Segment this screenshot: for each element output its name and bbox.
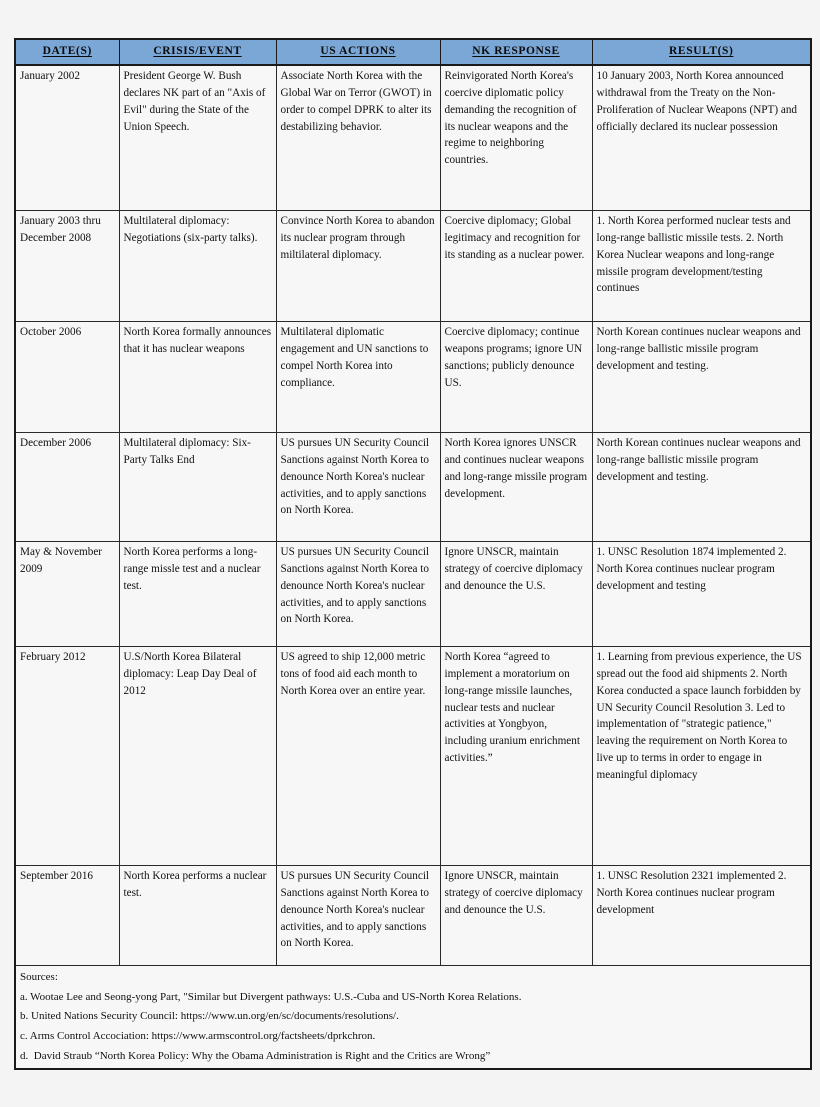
table-row	[15, 647, 811, 866]
cell-results: 1. UNSC Resolution 2321 implemented 2. North Korea continues nuclear program development	[592, 866, 811, 966]
source-item-c: c. Arms Control Accociation: https://www.armscontrol.org/factsheets/dprkchron.	[20, 1029, 376, 1042]
table-header	[15, 39, 811, 65]
cell-date: January 2002	[15, 65, 119, 211]
cell-results: North Korean continues nuclear weapons and long-range ballistic missile program development and testing.	[592, 433, 811, 542]
source-item-b: b. United Nations Security Council: https://www.un.org/en/sc/documents/resolutions/.	[20, 1010, 399, 1023]
column-header-nk-response: NK RESPONSE	[440, 39, 592, 65]
cell-results: 10 January 2003, North Korea announced withdrawal from the Treaty on the Non-Proliferation of Nuclear Weapons (NPT) and officially declared its nuclear possession	[592, 65, 811, 211]
cell-crisis: President George W. Bush declares NK part of an "Axis of Evil" during the State of the Union Speech.	[119, 65, 276, 211]
cell-crisis: North Korea performs a nuclear test.	[119, 866, 276, 966]
column-header-crisis-event: CRISIS/EVENT	[119, 39, 276, 65]
cell-us-actions: Convince North Korea to abandon its nuclear program through miltilateral diplomacy.	[276, 211, 440, 322]
cell-date: January 2003 thru December 2008	[15, 211, 119, 322]
column-header-dates: DATE(S)	[15, 39, 119, 65]
source-item-a: a. Wootae Lee and Seong-yong Part, "Similar but Divergent pathways: U.S.-Cuba and US-North Korea Relations.	[20, 990, 522, 1003]
cell-results: 1. North Korea performed nuclear tests and long-range ballistic missile tests. 2. North Korea Nuclear weapons and long-range missile program development/testing continues	[592, 211, 811, 322]
cell-nk-response: Ignore UNSCR, maintain strategy of coercive diplomacy and denounce the U.S.	[440, 542, 592, 647]
cell-us-actions: US pursues UN Security Council Sanctions against North Korea to denounce North Korea's nuclear activities, and to apply sanctions on North Korea.	[276, 866, 440, 966]
cell-date: May & November 2009	[15, 542, 119, 647]
cell-date: February 2012	[15, 647, 119, 866]
source-item-d: d. David Straub “North Korea Policy: Why the Obama Administration is Right and the Critics are Wrong”	[20, 1049, 491, 1062]
header-row	[15, 39, 811, 65]
table-row	[15, 211, 811, 322]
column-header-results: RESULT(S)	[592, 39, 811, 65]
cell-date: October 2006	[15, 322, 119, 433]
cell-results: 1. UNSC Resolution 1874 implemented 2. North Korea continues nuclear program development and testing	[592, 542, 811, 647]
cell-nk-response: Reinvigorated North Korea's coercive diplomatic policy demanding the recognition of its nuclear weapons and the regime to neighboring countries.	[440, 65, 592, 211]
column-header-us-actions: US ACTIONS	[276, 39, 440, 65]
cell-date: December 2006	[15, 433, 119, 542]
sources-cell	[15, 966, 811, 1069]
cell-us-actions: US agreed to ship 12,000 metric tons of food aid each month to North Korea over an entire year.	[276, 647, 440, 866]
table-row	[15, 433, 811, 542]
cell-us-actions: US pursues UN Security Council Sanctions against North Korea to denounce North Korea's nuclear activities, and to apply sanctions on North Korea.	[276, 542, 440, 647]
table-row	[15, 866, 811, 966]
cell-date: September 2016	[15, 866, 119, 966]
table-row	[15, 542, 811, 647]
cell-crisis: U.S/North Korea Bilateral diplomacy: Leap Day Deal of 2012	[119, 647, 276, 866]
sources-title: Sources:	[20, 971, 58, 984]
cell-us-actions: Associate North Korea with the Global War on Terror (GWOT) in order to compel DPRK to alter its destabilizing behavior.	[276, 65, 440, 211]
cell-nk-response: North Korea “agreed to implement a moratorium on long-range missile launches, nuclear tests and nuclear activities at Yongbyon, including uranium enrichment activities.”	[440, 647, 592, 866]
cell-crisis: Multilateral diplomacy: Negotiations (six-party talks).	[119, 211, 276, 322]
cell-crisis: Multilateral diplomacy: Six-Party Talks End	[119, 433, 276, 542]
sources-row	[15, 966, 811, 1069]
table-row	[15, 65, 811, 211]
cell-nk-response: Coercive diplomacy; continue weapons programs; ignore UN sanctions; publicly denounce US.	[440, 322, 592, 433]
cell-nk-response: North Korea ignores UNSCR and continues nuclear weapons and long-range missile program development.	[440, 433, 592, 542]
table-body	[15, 65, 811, 1069]
cell-results: 1. Learning from previous experience, the US spread out the food aid shipments 2. North Korea conducted a space launch forbidden by UN Security Council Resolution 3. Led to implementation of "strategic patience," leaving the requirement on North Korea to live up to terms in order to engage in meaningful diplomacy	[592, 647, 811, 866]
cell-us-actions: Multilateral diplomatic engagement and UN sanctions to compel North Korea into compliance.	[276, 322, 440, 433]
table-row	[15, 322, 811, 433]
nk-us-policy-matrix-table	[14, 38, 812, 1070]
cell-nk-response: Coercive diplomacy; Global legitimacy and recognition for its standing as a nuclear power.	[440, 211, 592, 322]
cell-us-actions: US pursues UN Security Council Sanctions against North Korea to denounce North Korea's nuclear activities, and to apply sanctions on North Korea.	[276, 433, 440, 542]
cell-crisis: North Korea performs a long-range missle test and a nuclear test.	[119, 542, 276, 647]
cell-crisis: North Korea formally announces that it has nuclear weapons	[119, 322, 276, 433]
cell-nk-response: Ignore UNSCR, maintain strategy of coercive diplomacy and denounce the U.S.	[440, 866, 592, 966]
cell-results: North Korean continues nuclear weapons and long-range ballistic missile program development and testing.	[592, 322, 811, 433]
